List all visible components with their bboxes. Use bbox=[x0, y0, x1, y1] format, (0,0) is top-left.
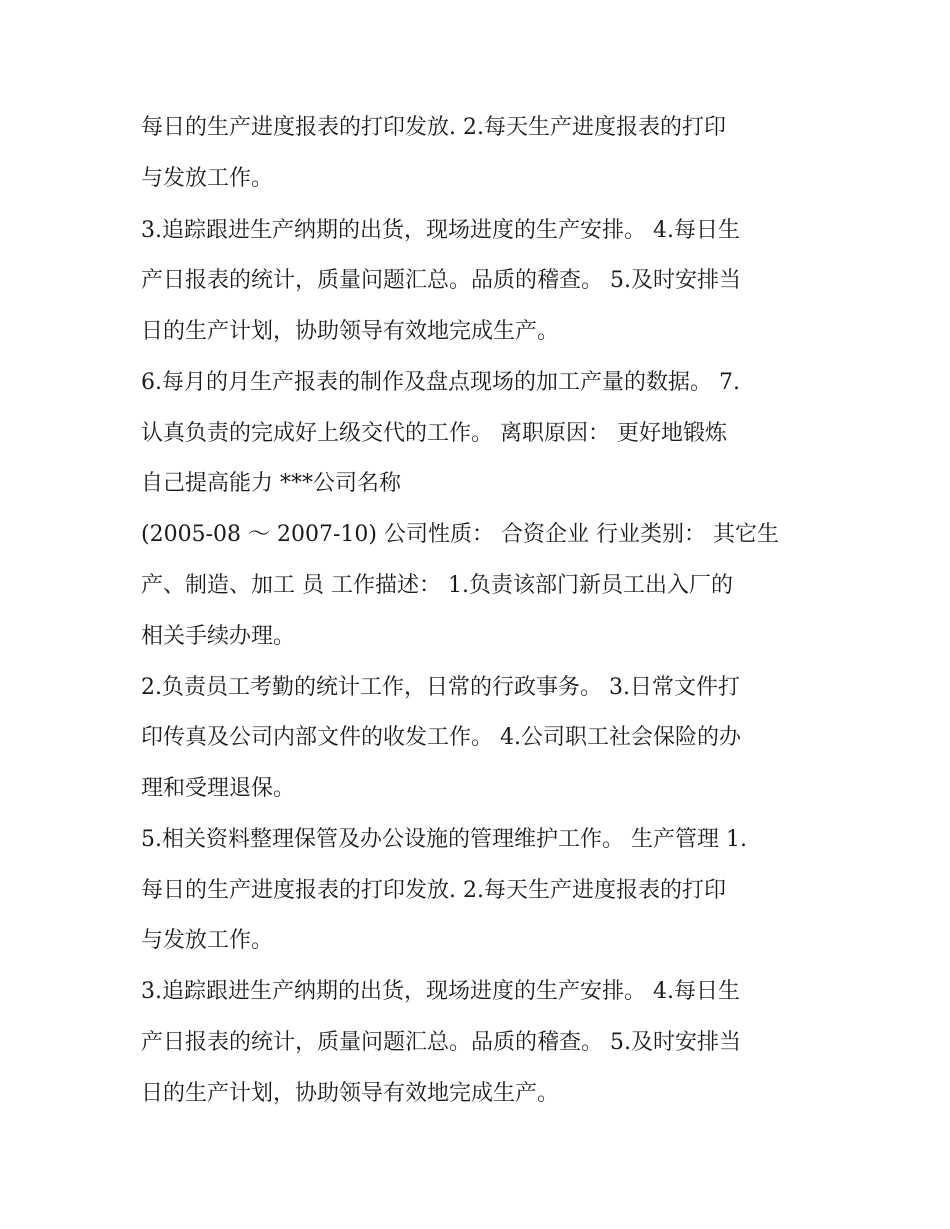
text-line: 日的生产计划，协助领导有效地完成生产。 bbox=[141, 1081, 560, 1106]
text-line: 6.每月的月生产报表的制作及盘点现场的加工产量的数据。 7. bbox=[141, 370, 740, 395]
text-line: 产、制造、加工 员 工作描述： 1.负责该部门新员工出入厂的 bbox=[141, 573, 733, 598]
text-line: 5.相关资料整理保管及办公设施的管理维护工作。 生产管理 1. bbox=[141, 827, 747, 852]
text-line: 产日报表的统计，质量问题汇总。品质的稽查。 5.及时安排当 bbox=[141, 268, 741, 293]
text-line: 每日的生产进度报表的打印发放. 2.每天生产进度报表的打印 bbox=[141, 878, 726, 903]
text-line: 每日的生产进度报表的打印发放. 2.每天生产进度报表的打印 bbox=[141, 115, 726, 140]
text-line: 相关手续办理。 bbox=[141, 624, 296, 649]
text-line: 产日报表的统计，质量问题汇总。品质的稽查。 5.及时安排当 bbox=[141, 1030, 741, 1055]
text-line: 3.追踪跟进生产纳期的出货，现场进度的生产安排。 4.每日生 bbox=[141, 218, 740, 243]
text-line: 日的生产计划，协助领导有效地完成生产。 bbox=[141, 319, 560, 344]
text-line: 与发放工作。 bbox=[141, 928, 274, 953]
text-line: 与发放工作。 bbox=[141, 166, 274, 191]
text-line: 认真负责的完成好上级交代的工作。 离职原因： 更好地锻炼 bbox=[141, 421, 727, 446]
text-line: 自己提高能力 ***公司名称 bbox=[141, 471, 401, 496]
text-line: 3.追踪跟进生产纳期的出货，现场进度的生产安排。 4.每日生 bbox=[141, 979, 740, 1004]
text-line: (2005-08 ～ 2007-10) 公司性质： 合资企业 行业类别： 其它生 bbox=[141, 522, 779, 547]
text-line: 印传真及公司内部文件的收发工作。 4.公司职工社会保险的办 bbox=[141, 725, 741, 750]
text-line: 2.负责员工考勤的统计工作，日常的行政事务。 3.日常文件打 bbox=[141, 675, 740, 700]
text-line: 理和受理退保。 bbox=[141, 776, 296, 801]
